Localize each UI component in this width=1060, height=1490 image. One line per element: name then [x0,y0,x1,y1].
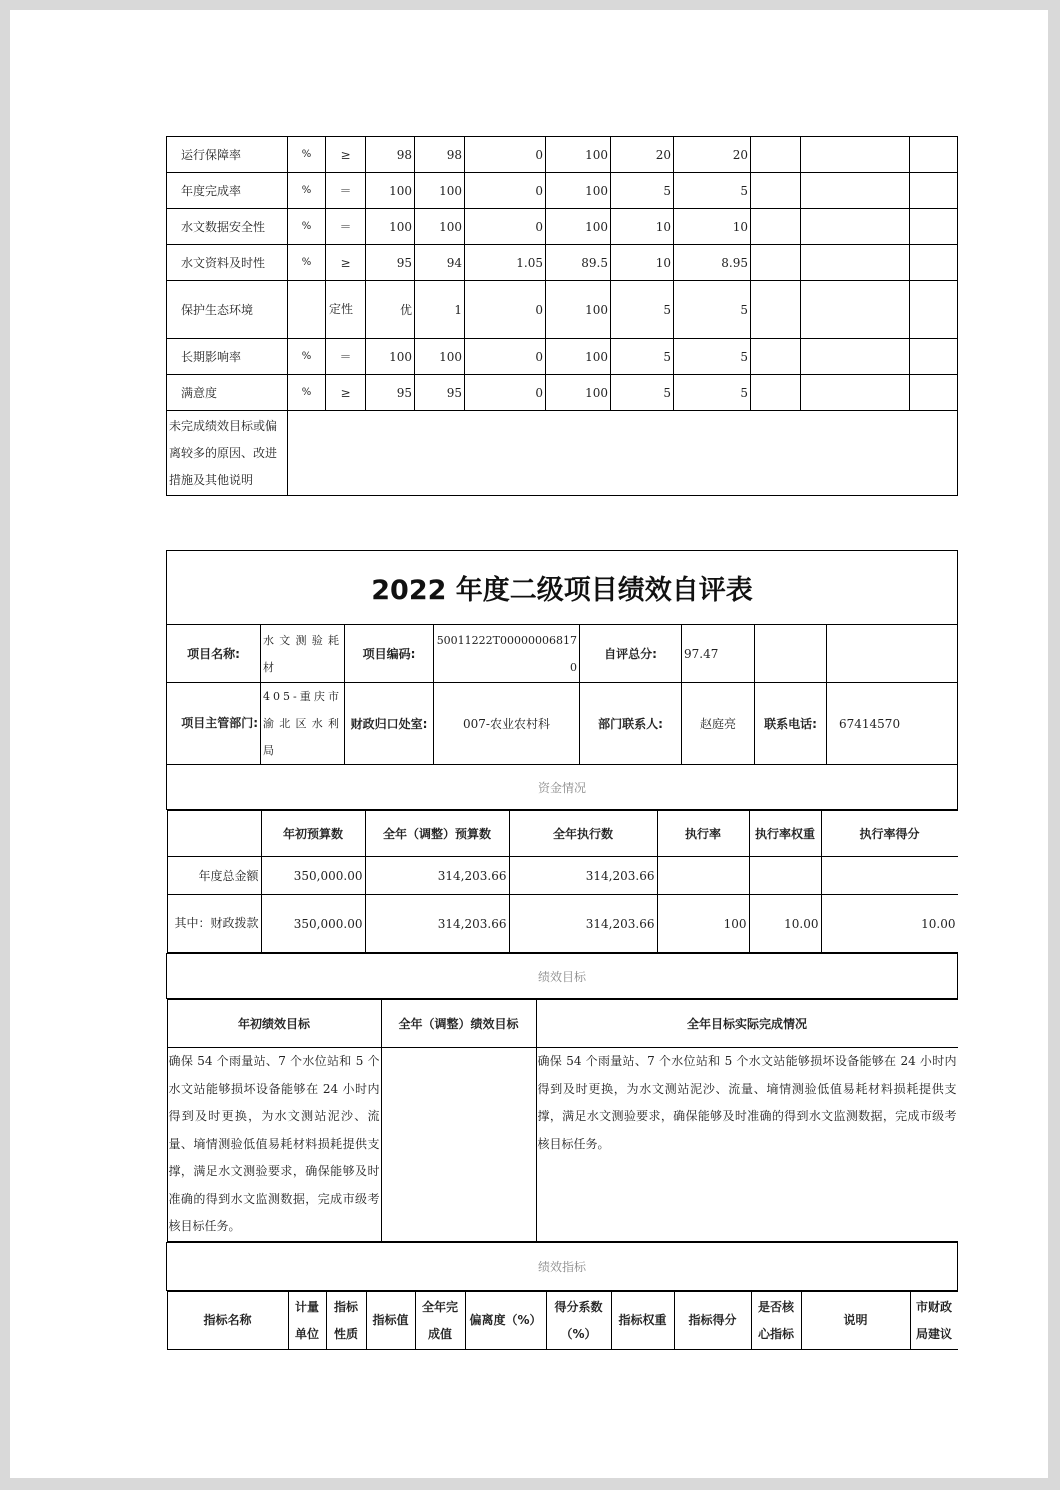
indicator-weight: 5 [611,173,674,209]
indicator-actual: 100 [415,173,465,209]
indicator-unit: % [288,173,326,209]
indicator-description [801,375,910,411]
indicator-suggestion [910,281,958,339]
indicator-core [751,209,801,245]
indicator-name: 运行保障率 [167,137,288,173]
goals-section-header: 绩效目标 [167,954,958,999]
funds-rate-score: 10.00 [821,895,958,953]
indicator-target: 100 [366,209,415,245]
indicator-suggestion [910,339,958,375]
goal-adjusted-text [381,1048,536,1242]
indicator-nature: ≥ [326,137,366,173]
indicator-header-11: 市财政局建议 [910,1292,958,1350]
indicator-target: 100 [366,173,415,209]
indicator-nature: ＝ [326,209,366,245]
contact-label: 部门联系人: [580,683,682,765]
funds-header-rate: 执行率 [657,811,749,857]
indicator-name: 水文资料及时性 [167,245,288,281]
indicator-name: 水文数据安全性 [167,209,288,245]
indicator-deviation: 0 [465,375,546,411]
indicator-name: 保护生态环境 [167,281,288,339]
indicator-coefficient: 100 [546,209,611,245]
funds-section-header: 资金情况 [167,765,958,810]
indicator-nature: ≥ [326,245,366,281]
funds-header-executed: 全年执行数 [509,811,657,857]
indicator-suggestion [910,173,958,209]
dept-label: 项目主管部门: [167,683,261,765]
funds-row-total [167,857,958,895]
indicator-core [751,137,801,173]
indicator-header-0: 指标名称 [167,1292,288,1350]
project-name-value: 水文测验耗材 [261,625,345,683]
funds-row-fiscal [167,895,958,953]
score-total-value: 97.47 [682,625,755,683]
finance-office-label: 财政归口处室: [345,683,434,765]
funds-corner-cell [167,811,261,857]
indicator-nature: ＝ [326,173,366,209]
indicator-row [167,375,958,411]
phone-value: 67414570 [827,683,958,765]
funds-header-rate-score: 执行率得分 [821,811,958,857]
indicator-unit: % [288,375,326,411]
indicator-coefficient: 100 [546,281,611,339]
project-name-label: 项目名称: [167,625,261,683]
indicator-description [801,245,910,281]
indicator-target: 95 [366,375,415,411]
funds-adjusted: 314,203.66 [365,857,509,895]
indicator-target: 100 [366,339,415,375]
indicator-core [751,339,801,375]
indicator-weight: 5 [611,375,674,411]
indicator-target: 优 [366,281,415,339]
funds-rate-weight: 10.00 [749,895,821,953]
indicator-header-1: 计量单位 [288,1292,326,1350]
funds-executed: 314,203.66 [509,857,657,895]
indicator-deviation: 0 [465,137,546,173]
indicator-suggestion [910,375,958,411]
funds-header-initial: 年初预算数 [261,811,365,857]
indicator-nature: ≥ [326,375,366,411]
indicator-deviation: 0 [465,339,546,375]
funds-rate [657,857,749,895]
indicator-score: 8.95 [674,245,751,281]
note-value [288,411,958,496]
indicator-header-3: 指标值 [366,1292,415,1350]
form-title: 2022 年度二级项目绩效自评表 [167,551,958,625]
funds-header-adjusted: 全年（调整）预算数 [365,811,509,857]
project-code-value: 50011222T000000068170 [434,625,580,683]
indicator-continuation-table [166,136,958,496]
indicator-header-4: 全年完成值 [415,1292,465,1350]
indicator-weight: 10 [611,209,674,245]
indicator-deviation: 0 [465,281,546,339]
funds-row-label: 年度总金额 [167,857,261,895]
indicator-row [167,209,958,245]
indicator-row [167,339,958,375]
empty-cell [827,625,958,683]
indicator-description [801,209,910,245]
indicator-actual: 94 [415,245,465,281]
indicator-core [751,375,801,411]
indicator-deviation: 1.05 [465,245,546,281]
indicator-header-8: 指标得分 [674,1292,751,1350]
dept-value: 405-重庆市渝北区水利局 [261,683,345,765]
goals-header-actual: 全年目标实际完成情况 [536,1000,958,1048]
funds-adjusted: 314,203.66 [365,895,509,953]
indicator-description [801,137,910,173]
indicator-weight: 20 [611,137,674,173]
indicator-unit: % [288,137,326,173]
goals-header-adjusted: 全年（调整）绩效目标 [381,1000,536,1048]
indicator-deviation: 0 [465,173,546,209]
indicator-coefficient: 100 [546,137,611,173]
indicator-score: 5 [674,375,751,411]
note-row [167,411,958,496]
indicator-name: 长期影响率 [167,339,288,375]
indicator-coefficient: 100 [546,339,611,375]
indicator-actual: 100 [415,339,465,375]
indicator-name: 年度完成率 [167,173,288,209]
goals-header-initial: 年初绩效目标 [167,1000,381,1048]
funds-rate-score [821,857,958,895]
indicator-score: 5 [674,173,751,209]
indicator-header-7: 指标权重 [611,1292,674,1350]
indicator-core [751,281,801,339]
funds-initial: 350,000.00 [261,895,365,953]
document-page [10,10,1048,1478]
indicator-name: 满意度 [167,375,288,411]
indicator-row [167,137,958,173]
indicator-target: 98 [366,137,415,173]
goal-initial-text: 确保 54 个雨量站、7 个水位站和 5 个水文站能够损坏设备能够在 24 小时内得到及时更换，为水文测站泥沙、流量、墒情测验低值易耗材料损耗提供支撑，满足水文测验要求，确保能够及时准确的得到水文监测数据，完成市级考核目标任务。 [167,1048,381,1242]
note-label: 未完成绩效目标或偏离较多的原因、改进措施及其他说明 [167,411,288,496]
indicator-weight: 10 [611,245,674,281]
indicator-actual: 100 [415,209,465,245]
indicator-actual: 98 [415,137,465,173]
indicator-score: 5 [674,339,751,375]
funds-initial: 350,000.00 [261,857,365,895]
indicator-description [801,173,910,209]
indicator-nature: 定性 [326,281,366,339]
indicator-coefficient: 100 [546,173,611,209]
indicator-score: 10 [674,209,751,245]
indicator-score: 20 [674,137,751,173]
indicator-suggestion [910,137,958,173]
indicator-row [167,281,958,339]
indicator-row [167,245,958,281]
indicators-section-header: 绩效指标 [167,1243,958,1291]
indicator-weight: 5 [611,339,674,375]
funds-table [167,810,958,953]
indicator-header-table [167,1291,958,1350]
indicator-header-2: 指标性质 [326,1292,366,1350]
indicator-unit: % [288,245,326,281]
indicator-target: 95 [366,245,415,281]
funds-executed: 314,203.66 [509,895,657,953]
indicator-header-6: 得分系数（%） [546,1292,611,1350]
indicator-core [751,173,801,209]
indicator-actual: 95 [415,375,465,411]
phone-label: 联系电话: [755,683,827,765]
self-evaluation-form [166,550,958,1350]
indicator-description [801,281,910,339]
indicator-row [167,173,958,209]
indicator-coefficient: 89.5 [546,245,611,281]
indicator-unit: % [288,339,326,375]
indicator-suggestion [910,209,958,245]
indicator-nature: ＝ [326,339,366,375]
indicator-header-9: 是否核心指标 [751,1292,801,1350]
funds-row-label: 其中：财政拨款 [167,895,261,953]
finance-office-value: 007-农业农村科 [434,683,580,765]
indicator-weight: 5 [611,281,674,339]
indicator-actual: 1 [415,281,465,339]
indicator-header-5: 偏离度（%） [465,1292,546,1350]
score-total-label: 自评总分: [580,625,682,683]
indicator-suggestion [910,245,958,281]
indicator-description [801,339,910,375]
funds-rate-weight [749,857,821,895]
indicator-header-10: 说明 [801,1292,910,1350]
funds-rate: 100 [657,895,749,953]
indicator-score: 5 [674,281,751,339]
indicator-unit [288,281,326,339]
project-code-label: 项目编码: [345,625,434,683]
indicator-coefficient: 100 [546,375,611,411]
indicator-deviation: 0 [465,209,546,245]
empty-cell [755,625,827,683]
indicator-unit: % [288,209,326,245]
funds-header-rate-weight: 执行率权重 [749,811,821,857]
indicator-core [751,245,801,281]
goals-table [167,999,958,1242]
contact-value: 赵庭亮 [682,683,755,765]
goal-actual-text: 确保 54 个雨量站、7 个水位站和 5 个水文站能够损坏设备能够在 24 小时内得到及时更换，为水文测站泥沙、流量、墒情测验低值易耗材料损耗提供支撑，满足水文测验要求，确保能够及时准确的得到水文监测数据，完成市级考核目标任务。 [536,1048,958,1242]
